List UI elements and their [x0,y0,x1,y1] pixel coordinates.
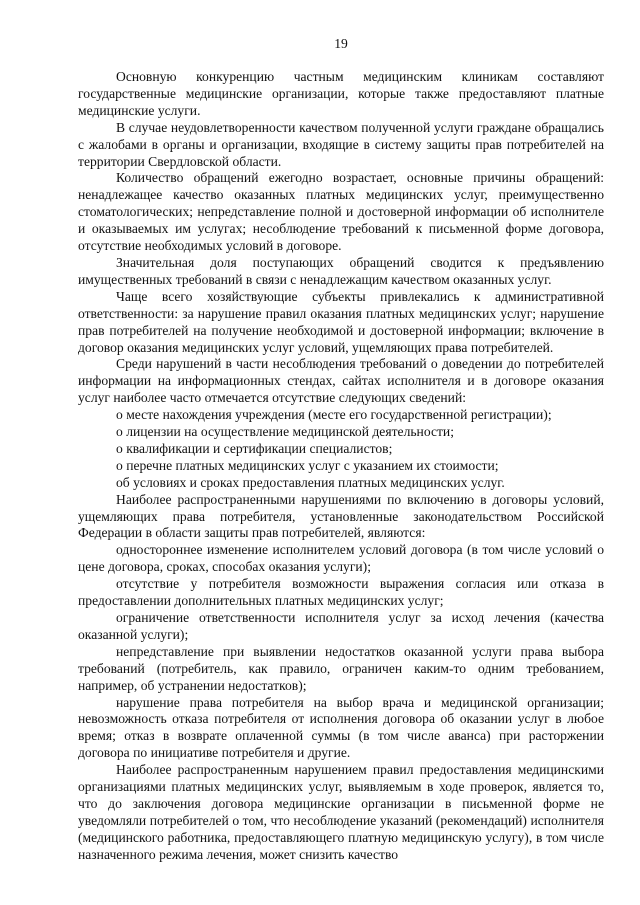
list-item-terms: об условиях и сроках предоставления платных медицинских услуг. [116,474,505,490]
list-item-license: о лицензии на осуществление медицинской деятельности; [116,424,454,440]
list-item-location: о месте нахождения учреждения (месте его государственной регистрации); [116,407,552,423]
paragraph-choice-of-doctor: нарушение права потребителя на выбор врача и медицинской организации; невозможность отказа потребителя от исполнения договора об оказании услуг в любое время; отказ в возврате оплаченной суммы (в том числе аванса) при расторжении договора по инициативе потребителя и другие. [78,694,604,761]
paragraph-administrative-liability: Чаще всего хозяйствующие субъекты привлекались к административной ответственности: за нарушение правил оказания платных медицинских услуг; нарушение прав потребителей на получение необходимой и достоверной информации; включение в договор оказания медицинских услуг условий, ущемляющих права потребителей. [78,288,604,355]
paragraph-contract-violations: Наиболее распространенными нарушениями по включению в договоры условий, ущемляющих права потребителя, установленные законодательством Российской Федерации в области защиты прав потребителей, являются: [78,491,604,541]
paragraph-information-violations: Среди нарушений в части несоблюдения требований о доведении до потребителей информации на информационных стендах, сайтах исполнителя и в договоре оказания услуг наиболее часто отмечается отсутствие следующих сведений: [78,356,604,406]
paragraph-complaints: В случае неудовлетворенности качеством полученной услуги граждане обращались с жалобами в органы и организации, входящие в систему защиты прав потребителей на территории Свердловской области. [78,119,604,169]
paragraph-competition: Основную конкуренцию частным медицинским клиникам составляют государственные медицинские организации, которые также предоставляют платные медицинские услуги. [78,69,604,118]
list-item-qualification: о квалификации и сертификации специалистов; [116,440,393,456]
paragraph-complaint-reasons: Количество обращений ежегодно возрастает, основные причины обращений: ненадлежащее качество оказанных платных медицинских услуг, преимущественно стоматологических; непредставление полной и достоверной информации об исполнителе и оказываемых им услугах; несоблюдение требований к письменной форме договора, отсутствие необходимых условий в договоре. [78,170,604,254]
paragraph-notification-violation: Наиболее распространенным нарушением правил предоставления медицинскими организациями платных медицинских услуг, выявляемым в ходе проверок, является то, что до заключения договора медицинские организации в письменной форме не уведомляли потребителей о том, что несоблюдение указаний (рекомендаций) исполнителя (медицинского работника, предоставляющего платную медицинскую услугу), в том числе назначенного режима лечения, может снизить качество [78,762,604,862]
paragraph-liability-limit: ограничение ответственности исполнителя услуг за исход лечения (качества оказанной услуги); [78,610,604,642]
paragraph-choice-of-claims: непредставление при выявлении недостатков оказанной услуги права выбора требований (потребитель, как правило, ограничен каким-то одним требованием, например, об устранении недостатков); [78,643,604,693]
paragraph-property-claims: Значительная доля поступающих обращений сводится к предъявлению имущественных требований в связи с ненадлежащим качеством оказанных услуг. [78,254,604,287]
list-item-price-list: о перечне платных медицинских услуг с указанием их стоимости; [116,457,499,473]
page-number: 19 [334,36,348,51]
paragraph-no-consent: отсутствие у потребителя возможности выражения согласия или отказа в предоставлении дополнительных платных медицинских услуг; [78,576,604,609]
paragraph-unilateral-change: одностороннее изменение исполнителем условий договора (в том числе условий о цене договора, сроках, способах оказания услуги); [78,542,604,575]
